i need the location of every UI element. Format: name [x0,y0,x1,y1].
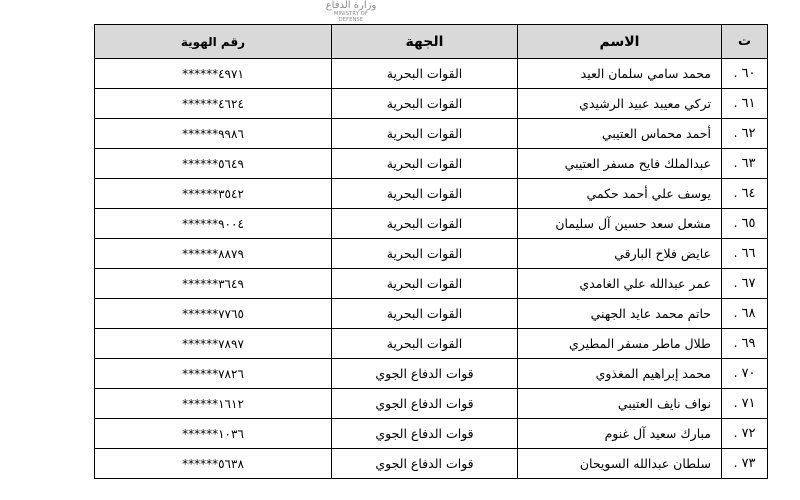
department-cell: القوات البحرية [332,59,518,89]
row-number: ٧٠ [741,366,756,381]
row-number: ٦٥ [741,216,756,231]
id-number-cell: ******١٦١٢ [95,389,332,419]
row-number-cell [722,239,768,269]
table-row [95,179,768,209]
id-number-cell: ******٥٦٤٩ [95,149,332,179]
department-cell: قوات الدفاع الجوي [332,419,518,449]
name-cell: يوسف علي أحمد حكمي [518,179,722,209]
name-cell: مشعل سعد حسين آل سليمان [518,209,722,239]
id-number-cell: ******٩٩٨٦ [95,119,332,149]
row-number: ٧١ [741,396,756,411]
id-number-cell: ******٨٨٧٩ [95,239,332,269]
row-number-cell [722,89,768,119]
name-cell: حاتم محمد عايد الجهني [518,299,722,329]
row-number-dot: . [733,216,738,231]
department-cell: قوات الدفاع الجوي [332,359,518,389]
row-number: ٦٣ [741,156,756,171]
table-row [95,119,768,149]
name-cell: طلال ماطر مسفر المطيري [518,329,722,359]
row-number: ٦٧ [741,276,756,291]
row-number: ٦١ [741,96,756,111]
id-number-cell: ******٧٨٢٦ [95,359,332,389]
table-row [95,269,768,299]
ministry-logo [322,0,380,23]
row-number-cell [722,179,768,209]
department-cell: قوات الدفاع الجوي [332,449,518,479]
table-row [95,419,768,449]
row-number-cell [722,149,768,179]
department-cell: القوات البحرية [332,299,518,329]
id-number-cell: ******٧٨٩٧ [95,329,332,359]
name-cell: نواف نايف العتيبي [518,389,722,419]
col-header-number: ت [722,25,768,59]
id-number-cell: ******٤٩٧١ [95,59,332,89]
id-number-cell: ******١٠٣٦ [95,419,332,449]
col-header-id-number: رقم الهوية [95,25,332,59]
department-cell: القوات البحرية [332,329,518,359]
row-number-dot: . [733,246,738,261]
row-number-dot: . [733,306,738,321]
row-number-dot: . [733,366,738,381]
col-header-department: الجهة [332,25,518,59]
table-row [95,59,768,89]
row-number-cell [722,59,768,89]
logo-arabic-text: وزارة الدفاع [325,0,377,11]
table-row [95,149,768,179]
table-row [95,299,768,329]
col-header-name: الاسم [518,25,722,59]
department-cell: القوات البحرية [332,239,518,269]
id-number-cell: ******٩٠٠٤ [95,209,332,239]
row-number-cell [722,389,768,419]
table-row [95,389,768,419]
row-number-cell [722,419,768,449]
row-number-cell [722,359,768,389]
id-number-cell: ******٤٦٢٤ [95,89,332,119]
name-cell: أحمد محماس العتيبي [518,119,722,149]
department-cell: القوات البحرية [332,119,518,149]
name-cell: مبارك سعيد آل غنوم [518,419,722,449]
row-number-dot: . [733,126,738,141]
row-number-dot: . [733,66,738,81]
name-cell: عمر عبدالله علي الغامدي [518,269,722,299]
table-header-row [95,25,768,59]
row-number-cell [722,449,768,479]
id-number-cell: ******٥٦٣٨ [95,449,332,479]
logo-english-text: MINISTRY OF DEFENSE [333,11,369,23]
row-number-cell [722,119,768,149]
row-number-cell [722,299,768,329]
row-number-cell [722,329,768,359]
table-body [95,59,768,479]
id-number-cell: ******٣٥٤٢ [95,179,332,209]
row-number-dot: . [733,336,738,351]
table-row [95,89,768,119]
name-cell: محمد سامي سلمان العيد [518,59,722,89]
row-number: ٦٨ [741,306,756,321]
row-number-dot: . [733,276,738,291]
name-cell: محمد إبراهيم المغذوي [518,359,722,389]
name-cell: عايض فلاح البارقي [518,239,722,269]
department-cell: القوات البحرية [332,209,518,239]
department-cell: القوات البحرية [332,179,518,209]
row-number-cell [722,209,768,239]
row-number: ٦٩ [741,336,756,351]
department-cell: القوات البحرية [332,89,518,119]
row-number-dot: . [733,156,738,171]
row-number-dot: . [733,396,738,411]
department-cell: القوات البحرية [332,149,518,179]
name-cell: عبدالملك فايح مسفر العتيبي [518,149,722,179]
table-row [95,359,768,389]
table-row [95,209,768,239]
table-row [95,329,768,359]
row-number: ٦٢ [741,126,756,141]
department-cell: القوات البحرية [332,269,518,299]
name-cell: سلطان عبدالله السويحان [518,449,722,479]
row-number: ٧٣ [741,456,756,471]
table-row [95,449,768,479]
row-number: ٦٤ [741,186,756,201]
row-number: ٦٦ [741,246,756,261]
department-cell: قوات الدفاع الجوي [332,389,518,419]
row-number: ٦٠ [741,66,756,81]
row-number-dot: . [733,456,738,471]
table-row [95,239,768,269]
id-number-cell: ******٧٧٦٥ [95,299,332,329]
name-cell: تركي معيبد عبيد الرشيدي [518,89,722,119]
row-number-dot: . [733,186,738,201]
row-number-cell [722,269,768,299]
row-number-dot: . [733,426,738,441]
names-table [94,24,768,479]
row-number-dot: . [733,96,738,111]
id-number-cell: ******٣٦٤٩ [95,269,332,299]
row-number: ٧٢ [741,426,756,441]
